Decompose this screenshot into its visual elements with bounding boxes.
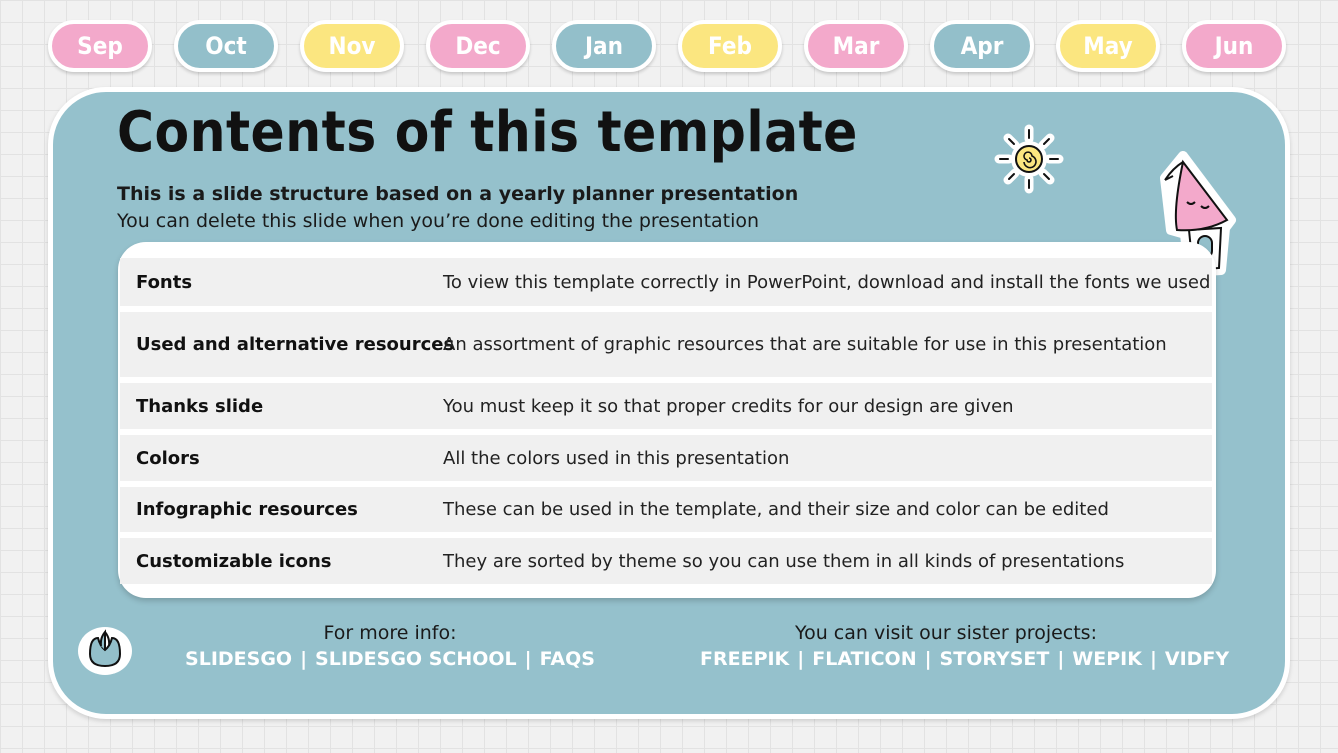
month-label: Apr	[960, 32, 1004, 60]
month-tab-feb[interactable]	[678, 20, 782, 72]
page-title: Contents of this template	[117, 100, 858, 165]
link-freepik[interactable]: FREEPIK	[700, 648, 790, 670]
month-tab-jun[interactable]	[1182, 20, 1286, 72]
subtitle: You can delete this slide when you’re done editing the presentation	[117, 210, 760, 232]
footer-info	[180, 622, 600, 670]
flower-icon	[76, 624, 134, 676]
link-flaticon[interactable]: FLATICON	[812, 648, 917, 670]
month-label: Oct	[205, 32, 247, 60]
link-storyset[interactable]: STORYSET	[939, 648, 1050, 670]
table-row	[120, 383, 1212, 429]
month-tab-may[interactable]	[1056, 20, 1160, 72]
table-row	[120, 487, 1212, 532]
link-faqs[interactable]: FAQS	[539, 648, 595, 670]
footer-sister-projects	[700, 622, 1230, 670]
footer-info-links: SLIDESGO | SLIDESGO SCHOOL | FAQS	[185, 648, 595, 670]
month-tab-oct[interactable]	[174, 20, 278, 72]
sun-icon	[993, 123, 1065, 195]
month-label: Mar	[832, 32, 880, 60]
link-slidesgo-school[interactable]: SLIDESGO SCHOOL	[315, 648, 517, 670]
row-value: An assortment of graphic resources that are suitable for use in this presentation	[443, 334, 1167, 355]
row-value: These can be used in the template, and their size and color can be edited	[443, 499, 1109, 520]
footer-info-heading: For more info:	[323, 622, 457, 644]
month-tab-nov[interactable]	[300, 20, 404, 72]
table-row	[120, 435, 1212, 481]
table-row	[120, 538, 1212, 584]
footer-sister-heading: You can visit our sister projects:	[795, 622, 1097, 644]
row-value: They are sorted by theme so you can use them in all kinds of presentations	[443, 550, 1125, 572]
link-wepik[interactable]: WEPIK	[1072, 648, 1142, 670]
month-label: Nov	[328, 32, 376, 60]
month-tab-apr[interactable]	[930, 20, 1034, 72]
month-tab-mar[interactable]	[804, 20, 908, 72]
subtitle-bold: This is a slide structure based on a yearly planner presentation	[117, 183, 799, 205]
row-key: Thanks slide	[136, 395, 264, 417]
row-value: To view this template correctly in PowerPoint, download and install the fonts we used	[443, 271, 1211, 293]
month-tab-jan[interactable]	[552, 20, 656, 72]
row-key: Infographic resources	[136, 499, 358, 520]
month-label: Jun	[1214, 32, 1254, 60]
table-row	[120, 258, 1212, 306]
row-value: You must keep it so that proper credits for our design are given	[443, 395, 1014, 417]
row-key: Used and alternative resources	[136, 334, 455, 355]
month-tabs	[48, 20, 1290, 70]
row-key: Customizable icons	[136, 550, 332, 572]
footer-sister-links: FREEPIK | FLATICON | STORYSET | WEPIK | VIDFY	[700, 648, 1230, 670]
link-vidfy[interactable]: VIDFY	[1164, 648, 1230, 670]
month-label: Sep	[77, 32, 123, 60]
month-label: Dec	[455, 32, 501, 60]
month-label: Jan	[585, 32, 623, 60]
link-slidesgo[interactable]: SLIDESGO	[185, 648, 293, 670]
row-key: Fonts	[136, 271, 193, 293]
table-row	[120, 312, 1212, 377]
month-label: Feb	[708, 32, 752, 60]
month-label: May	[1083, 32, 1133, 60]
month-tab-dec[interactable]	[426, 20, 530, 72]
row-value: All the colors used in this presentation	[443, 447, 790, 469]
month-tab-sep[interactable]	[48, 20, 152, 72]
row-key: Colors	[136, 447, 200, 469]
